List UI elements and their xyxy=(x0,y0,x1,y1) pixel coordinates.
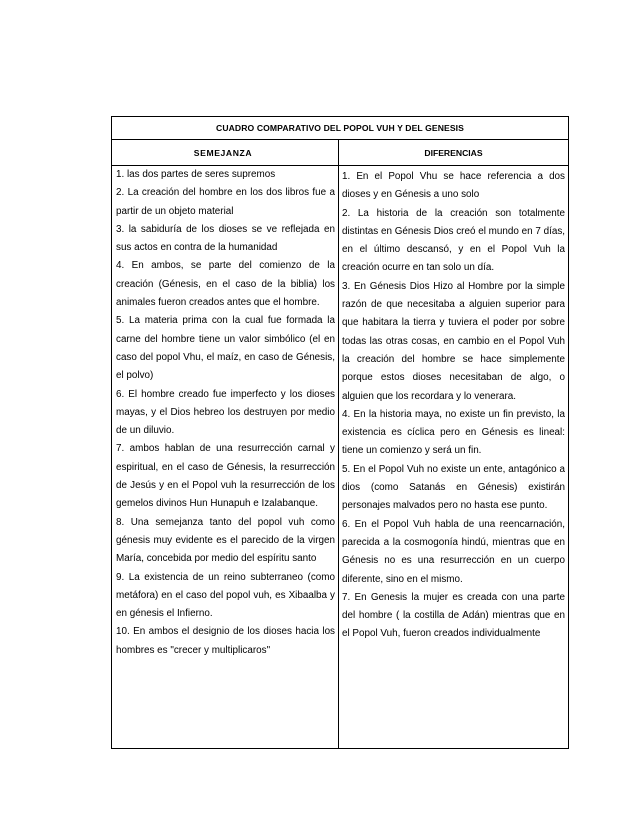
header-semejanza: SEMEJANZA xyxy=(112,140,339,165)
table-body-row xyxy=(111,166,569,749)
semejanza-item: 8. Una semejanza tanto del popol vuh como génesis muy evidente es el parecido de la virgen María, concebida por medio del espíritu santo xyxy=(116,516,335,565)
semejanza-item: 2. La creación del hombre en los dos libros fue a partir de un objeto material xyxy=(116,187,335,217)
semejanza-item: 1. las dos partes de seres supremos xyxy=(116,169,276,180)
diferencia-item: 1. En el Popol Vhu se hace referencia a dos dioses y en Génesis a uno solo xyxy=(342,171,565,201)
semejanzas-column xyxy=(112,166,339,748)
diferencia-item: 4. En la historia maya, no existe un fin previsto, la existencia es cíclica pero en Génesis es lineal: tiene un comienzo y será un fin. xyxy=(342,408,565,457)
diferencia-item: 3. En Génesis Dios Hizo al Hombre por la simple razón de que necesitaba a alguien superior para que habitara la tierra y tuviera el poder por sobre todas las otras cosas, en cambio en el Popol Vuh la creación del hombre se hace simplemente porque estos dioses necesitaban de algo, o alguien que los recordara y lo venerara. xyxy=(342,280,565,402)
semejanza-item: 9. La existencia de un reino subterraneo (como metáfora) en el caso del popol vuh, es Xibaalba y en génesis el Infierno. xyxy=(116,571,335,620)
header-diferencias: DIFERENCIAS xyxy=(424,147,483,158)
table-title: CUADRO COMPARATIVO DEL POPOL VUH Y DEL GENESIS xyxy=(111,116,569,140)
semejanza-item: 3. la sabiduría de los dioses se ve reflejada en sus actos en contra de la humanidad xyxy=(116,223,335,254)
diferencia-item: 6. En el Popol Vuh habla de una reencarnación, parecida a la cosmogonía hindú, mientras que en Génesis no es una resurrección en un cuerpo diferente, sino en el mismo. xyxy=(342,518,565,585)
diferencias-column xyxy=(339,166,568,748)
semejanza-item: 10. En ambos el designio de los dioses hacia los hombres es "crecer y multiplicaros" xyxy=(116,626,335,656)
semejanza-item: 6. El hombre creado fue imperfecto y los dioses mayas, y el Dios hebreo los destruyen por medio de un diluvio. xyxy=(116,388,335,437)
semejanza-item: 5. La materia prima con la cual fue formada la carne del hombre tiene un valor simbólico (el en caso del popol Vhu, el maíz, en caso de Génesis, el polvo) xyxy=(116,315,335,382)
diferencia-item: 5. En el Popol Vuh no existe un ente, antagónico a dios (como Satanás en Génesis) existirán personajes malvados pero no hasta ese punto. xyxy=(342,463,565,512)
semejanza-item: 7. ambos hablan de una resurrección carnal y espiritual, en el caso de Génesis, la resurrección de Jesús y en el Popol vuh la resurrección de los gemelos divinos Hun Hunapuh e Izalabanque. xyxy=(116,443,335,510)
diferencia-item: 2. La historia de la creación son totalmente distintas en Génesis Dios creó el mundo en 7 días, en el último descansó, y en el Popol Vuh la creación ocurre en tan solo un día. xyxy=(342,207,565,274)
comparison-table xyxy=(111,116,569,749)
semejanza-item: 4. En ambos, se parte del comienzo de la creación (Génesis, en el caso de la biblia) los animales fueron creados antes que el hombre. xyxy=(116,260,335,309)
diferencia-item: 7. En Genesis la mujer es creada con una parte del hombre ( la costilla de Adán) mientras que en el Popol Vuh, fueron creados individualmente xyxy=(342,591,565,640)
table-header-row xyxy=(111,140,569,166)
